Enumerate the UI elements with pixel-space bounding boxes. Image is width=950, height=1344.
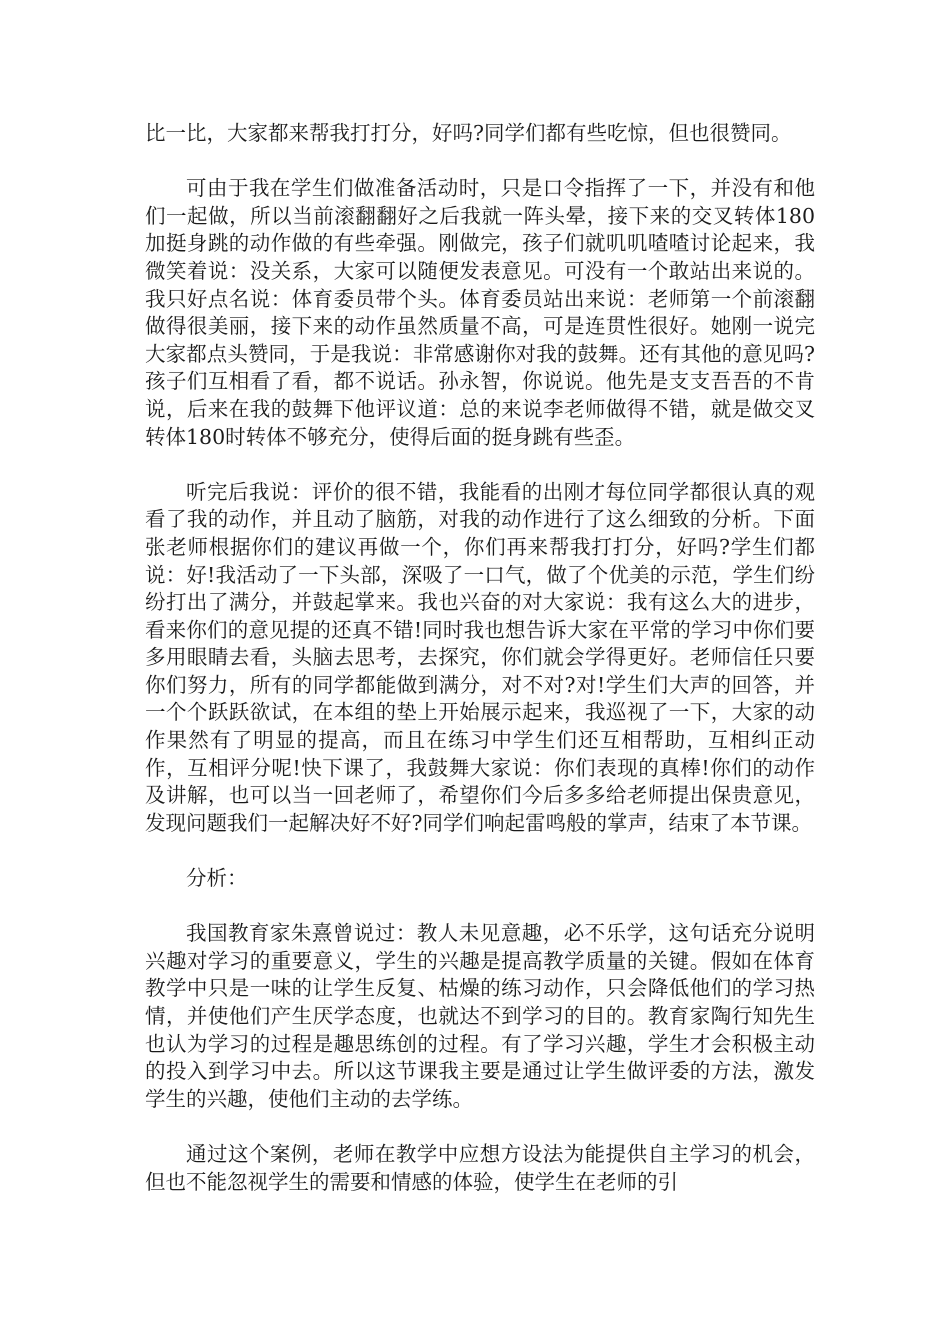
paragraph-3: 听完后我说：评价的很不错，我能看的出刚才每位同学都很认真的观看了我的动作，并且动了脑筋，对我的动作进行了这么细致的分析。下面张老师根据你们的建议再做一个，你们再来帮我打打分，好吗?学生们都说：好!我活动了一下头部，深吸了一口气，做了个优美的示范，学生们纷纷打出了满分，并鼓起掌来。我也兴奋的对大家说：我有这么大的进步，看来你们的意见提的还真不错!同时我也想告诉大家在平常的学习中你们要多用眼睛去看，头脑去思考，去探究，你们就会学得更好。老师信任只要你们努力，所有的同学都能做到满分，对不对?对!学生们大声的回答，并一个个跃跃欲试，在本组的垫上开始展示起来，我巡视了一下，大家的动作果然有了明显的提高，而且在练习中学生们还互相帮助，互相纠正动作，互相评分呢!快下课了，我鼓舞大家说：你们表现的真棒!你们的动作及讲解，也可以当一回老师了，希望你们今后多多给老师提出保贵意见，发现问题我们一起解决好不好?同学们响起雷鸣般的掌声，结束了本节课。: [145, 479, 815, 835]
paragraph-5: 我国教育家朱熹曾说过：教人未见意趣，必不乐学，这句话充分说明兴趣对学习的重要意义，学生的兴趣是提高教学质量的关键。假如在体育教学中只是一味的让学生反复、枯燥的练习动作，只会降低他们的学习热情，并使他们产生厌学态度，也就达不到学习的目的。教育家陶行知先生也认为学习的过程是趣思练创的过程。有了学习兴趣，学生才会积极主动的投入到学习中去。所以这节课我主要是通过让学生做评委的方法，激发学生的兴趣，使他们主动的去学练。: [145, 921, 815, 1111]
paragraph-2: 可由于我在学生们做准备活动时，只是口令指挥了一下，并没有和他们一起做，所以当前滚翻翻好之后我就一阵头晕，接下来的交叉转体180加挺身跳的动作做的有些牵强。刚做完，孩子们就叽叽喳喳讨论起来，我微笑着说：没关系，大家可以随便发表意见。可没有一个敢站出来说的。我只好点名说：体育委员带个头。体育委员站出来说：老师第一个前滚翻做得很美丽，接下来的动作虽然质量不高，可是连贯性很好。她刚一说完大家都点头赞同，于是我说：非常感谢你对我的鼓舞。还有其他的意见吗?孩子们互相看了看，都不说话。孙永智，你说说。他先是支支吾吾的不肯说，后来在我的鼓舞下他评议道：总的来说李老师做得不错，就是做交叉转体180时转体不够充分，使得后面的挺身跳有些歪。: [145, 176, 815, 449]
document-body: [145, 120, 815, 1196]
paragraph-analysis-heading: 分析：: [186, 866, 248, 891]
paragraph-1: 比一比，大家都来帮我打打分，好吗?同学们都有些吃惊，但也很赞同。: [145, 121, 792, 145]
paragraph-6: 通过这个案例，老师在教学中应想方设法为能提供自主学习的机会，但也不能忽视学生的需要和情感的体验，使学生在老师的引: [145, 1141, 815, 1194]
